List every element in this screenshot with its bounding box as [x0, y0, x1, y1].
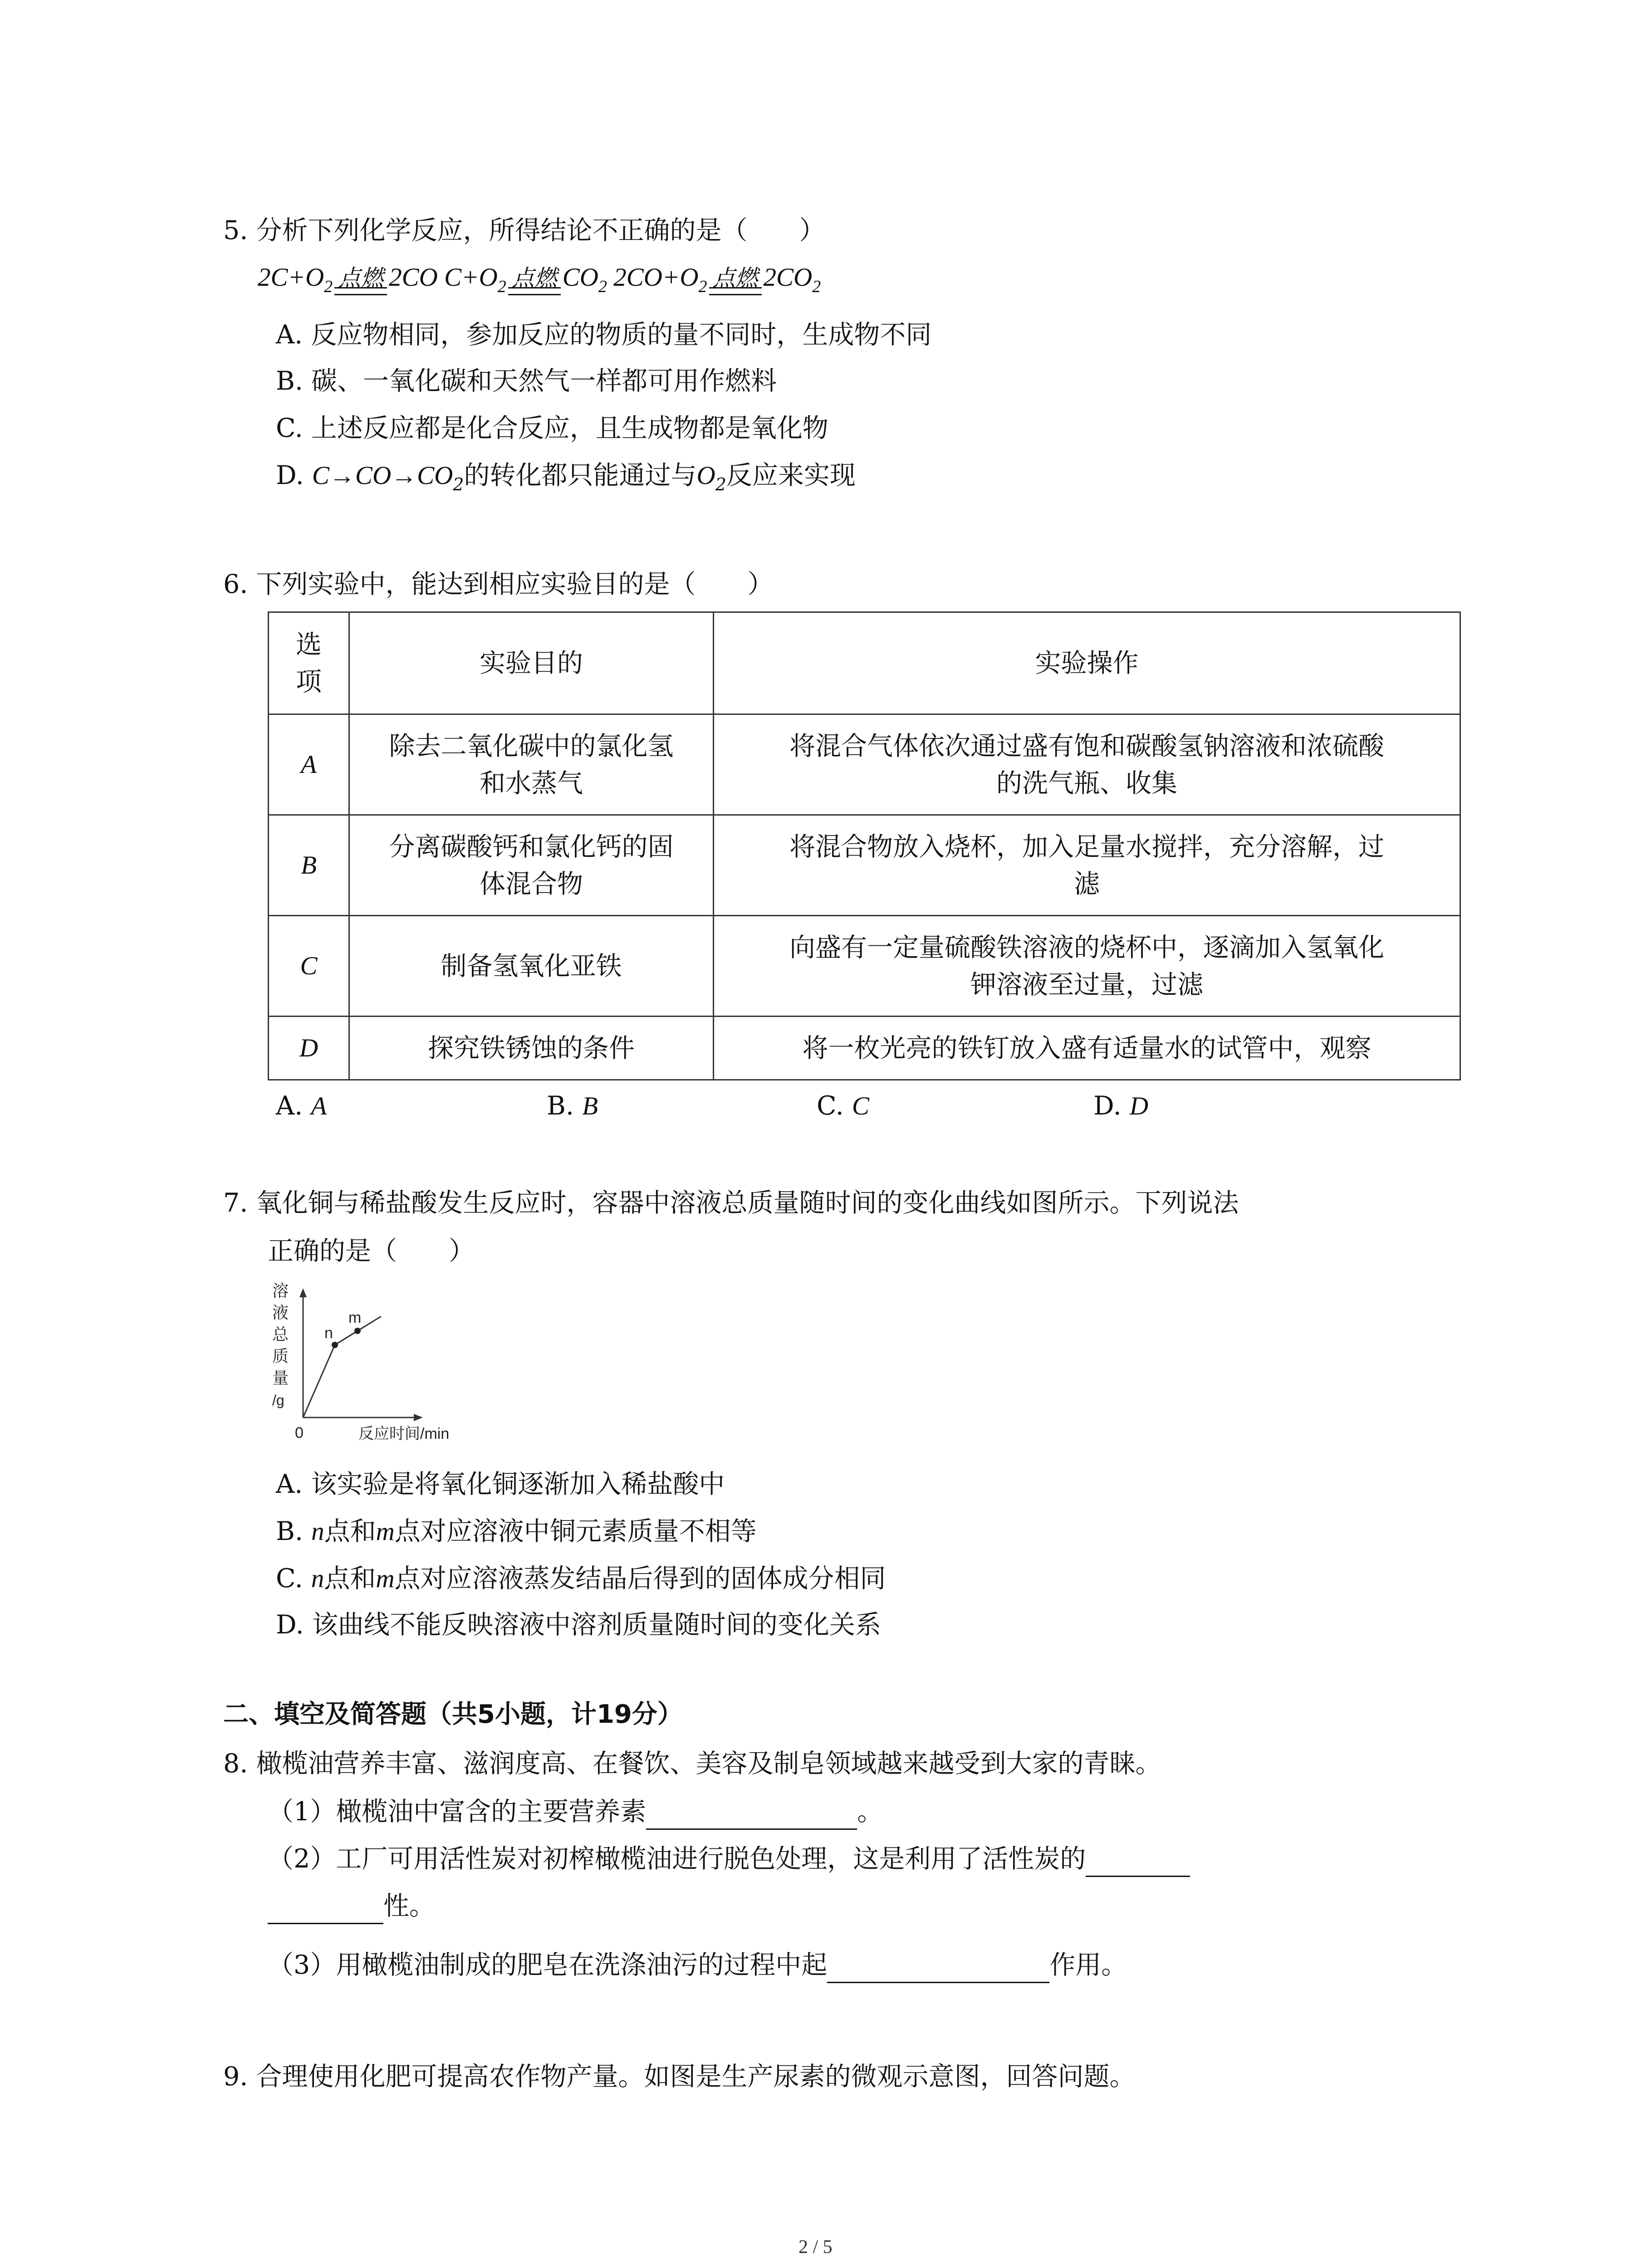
q8-stem: 8. 橄榄油营养丰富、滋润度高、在餐饮、美容及制皂领域越来越受到大家的青睐。	[223, 1749, 1161, 1779]
answer-blank[interactable]	[1086, 1848, 1190, 1877]
point-n-label: n	[324, 1325, 333, 1342]
q6-table	[268, 611, 1461, 1080]
row-option: B	[269, 815, 349, 916]
q6-choice-c: C. C	[817, 1091, 869, 1121]
x-axis-arrow	[414, 1414, 423, 1421]
q5-option-b: B. 碳、一氧化碳和天然气一样都可用作燃料	[276, 366, 777, 396]
y-label-char: 总	[272, 1325, 289, 1344]
q7-option-d: D. 该曲线不能反映溶液中溶剂质量随时间的变化关系	[276, 1610, 881, 1640]
row-purpose: 除去二氧化碳中的氯化氢 和水蒸气	[349, 714, 714, 815]
answer-blank[interactable]	[827, 1955, 1049, 1983]
y-label-char: 液	[272, 1303, 289, 1322]
q5-option-d: D. $C\to CO\to CO_2$的转化都只能通过与$O_2$反应来实现	[276, 460, 856, 494]
q8-part2: （2）工厂可用活性炭对初榨橄榄油进行脱色处理，这是利用了活性炭的	[268, 1841, 1190, 1877]
q5-option-c: C. 上述反应都是化合反应，且生成物都是氧化物	[276, 413, 828, 443]
q8-part1: （1）橄榄油中富含的主要营养素 。	[268, 1794, 883, 1830]
table-row	[269, 916, 1460, 1017]
y-label-char: 溶	[272, 1281, 289, 1300]
header-option: 选 项	[269, 612, 349, 714]
row-operation: 将混合物放入烧杯，加入足量水搅拌，充分溶解，过 滤	[714, 815, 1460, 916]
point-m-label: m	[348, 1309, 362, 1326]
row-operation: 向盛有一定量硫酸铁溶液的烧杯中，逐滴加入氢氧化 钾溶液至过量，过滤	[714, 916, 1460, 1017]
eq1: $2C+O_2$ 点燃 2CO	[258, 263, 438, 292]
table-row	[269, 1017, 1460, 1080]
q7-stem-line1: 7. 氧化铜与稀盐酸发生反应时，容器中溶液总质量随时间的变化曲线如图所示。下列说法	[223, 1188, 1239, 1218]
q7-option-b: B. n点和m点对应溶液中铜元素质量不相等	[276, 1516, 757, 1546]
answer-blank[interactable]	[646, 1801, 857, 1830]
q8-part3: （3）用橄榄油制成的肥皂在洗涤油污的过程中起 作用。	[268, 1947, 1127, 1983]
q5-equations	[258, 259, 821, 305]
ignite-condition: 点燃	[508, 260, 561, 296]
q6-choice-a: A. A	[276, 1091, 327, 1121]
q6-choice-d: D. D	[1093, 1091, 1149, 1121]
row-option: D	[269, 1017, 349, 1080]
table-row	[269, 815, 1460, 916]
q7-option-c: C. n点和m点对应溶液蒸发结晶后得到的固体成分相同	[276, 1564, 886, 1593]
header-purpose: 实验目的	[349, 612, 714, 714]
answer-blank[interactable]	[268, 1896, 383, 1924]
ignite-condition: 点燃	[709, 260, 762, 296]
q9-stem: 9. 合理使用化肥可提高农作物产量。如图是生产尿素的微观示意图，回答问题。	[223, 2062, 1136, 2092]
ignite-condition: 点燃	[334, 260, 387, 296]
q7-stem-line2: 正确的是（ ）	[268, 1236, 475, 1266]
row-operation: 将一枚光亮的铁钉放入盛有适量水的试管中，观察	[714, 1017, 1460, 1080]
mass-curve	[303, 1316, 381, 1418]
table-header-row	[269, 612, 1460, 714]
eq2: $C+O_2$ 点燃 $CO_2$	[444, 263, 607, 292]
row-option: A	[269, 714, 349, 815]
header-operation: 实验操作	[714, 612, 1460, 714]
point-m	[354, 1328, 361, 1334]
q7-mass-time-chart	[259, 1275, 485, 1456]
q7-option-a: A. 该实验是将氧化铜逐渐加入稀盐酸中	[276, 1469, 725, 1499]
q6-stem: 6. 下列实验中，能达到相应实验目的是（ ）	[223, 569, 774, 599]
table-row	[269, 714, 1460, 815]
row-purpose: 探究铁锈蚀的条件	[349, 1017, 714, 1080]
origin-label: 0	[295, 1424, 304, 1442]
y-axis-arrow	[299, 1288, 307, 1297]
q5-stem: 5. 分析下列化学反应，所得结论不正确的是（ ）	[223, 215, 825, 245]
y-label-char: 量	[272, 1369, 289, 1387]
q8-part2-cont: 性。	[268, 1888, 435, 1924]
q6-choice-b: B. B	[547, 1091, 598, 1121]
y-label-unit: /g	[272, 1392, 284, 1408]
eq3: $2CO+O_2$ 点燃 $2CO_2$	[613, 263, 821, 292]
row-option: C	[269, 916, 349, 1017]
page-number: 2 / 5	[798, 2237, 833, 2258]
point-n	[332, 1342, 338, 1348]
row-purpose: 分离碳酸钙和氯化钙的固 体混合物	[349, 815, 714, 916]
y-label-char: 质	[272, 1347, 289, 1365]
row-operation: 将混合气体依次通过盛有饱和碳酸氢钠溶液和浓硫酸 的洗气瓶、收集	[714, 714, 1460, 815]
q5-option-a: A. 反应物相同，参加反应的物质的量不同时，生成物不同	[276, 320, 932, 350]
x-axis-label: 反应时间/min	[358, 1425, 450, 1442]
row-purpose: 制备氢氧化亚铁	[349, 916, 714, 1017]
section-title: 二、填空及简答题（共5小题，计19分）	[223, 1700, 683, 1729]
